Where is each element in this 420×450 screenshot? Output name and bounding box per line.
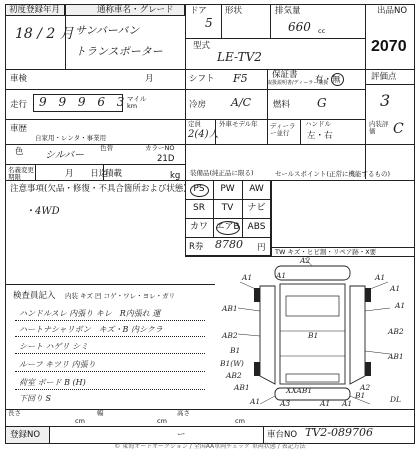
- first-reg-value: 18 / 2 月: [15, 26, 74, 42]
- damage-mark-a1-roof: A1: [276, 271, 287, 280]
- warranty-sub: 取扱説明書/ディーラー取扱: [267, 80, 329, 86]
- warranty-circle-mark: [331, 73, 344, 86]
- damage-mark-a1-bl: A1: [250, 397, 261, 406]
- score-label: 評価点: [371, 72, 397, 82]
- damage-mark-xxab1: XXAB1: [286, 386, 313, 395]
- car-roof-front-shape: [275, 266, 350, 280]
- model-label: 型式: [193, 41, 211, 51]
- capacity-label: 定員: [188, 120, 201, 128]
- damage-mark-ab2-l: AB2: [222, 331, 238, 340]
- height-label: 高さ: [177, 409, 190, 417]
- damage-mark-b1w: B1(W): [220, 359, 244, 368]
- damage-mark-b1-roof: B1: [308, 331, 319, 340]
- recycle-unit: 円: [257, 243, 266, 253]
- damage-mark-dl: DL: [390, 395, 401, 404]
- inspector-line-1: ハンドルスレ 内張り キレ R内張れ 運: [19, 309, 161, 318]
- notes-item-1: ・4WD: [25, 206, 60, 217]
- width-label: 幅: [97, 409, 104, 417]
- damage-mark-a1-r3: A1: [395, 301, 406, 310]
- model-value: LE-TV2: [217, 50, 262, 64]
- length-label: 長さ: [8, 409, 21, 417]
- load-label: 積載: [105, 169, 123, 179]
- damage-mark-a1-fl: A1: [242, 273, 253, 282]
- warranty-label: 保証書: [272, 70, 298, 80]
- color-no-value: 21D: [157, 154, 175, 164]
- inspector-title: 検査員記入: [13, 291, 56, 301]
- ac-label: 冷房: [189, 100, 207, 110]
- lot-label: 出品NO: [377, 6, 408, 16]
- recycle-value: 8780: [215, 238, 243, 251]
- equipment-title: 装備品(純正品に限る): [190, 169, 254, 177]
- chassis-label: 車台NO: [267, 430, 298, 440]
- doors-value: 5: [205, 16, 213, 30]
- body-shape-label: 形状: [225, 6, 243, 16]
- history-options: 自家用・レンタ・事業用: [35, 134, 107, 142]
- score-value: 3: [380, 91, 391, 110]
- auction-sheet: [5, 4, 415, 444]
- ac-value: A/C: [231, 96, 252, 109]
- inspector-line-2: ハートナシャリボン キズ・B 内シクラ: [19, 325, 163, 334]
- sales-point-label: セールスポイント(正常に機能するもの): [275, 170, 390, 178]
- color-label: 色: [15, 147, 24, 157]
- damage-mark-ab1-r: AB1: [388, 352, 404, 361]
- equip-ps-circle: [190, 184, 209, 197]
- notes-title: 注意事項(欠品・修復・不具合箇所および状態): [10, 184, 187, 194]
- wheel-front-left: [254, 288, 260, 302]
- equip-leather: カワ: [189, 222, 208, 232]
- vehicle-name-value: サンバーバン: [75, 24, 140, 37]
- width-unit: cm: [157, 417, 167, 425]
- damage-mark-a2-br: A2: [360, 383, 371, 392]
- displacement-label: 排気量: [275, 6, 301, 16]
- wheel-rear-right: [365, 362, 371, 376]
- equip-navi: ナビ: [247, 203, 266, 213]
- wheel-front-right: [365, 288, 371, 302]
- damage-mark-a1-bottom: A1: [320, 399, 331, 408]
- interior-value: C: [393, 121, 404, 137]
- equip-airbag-circle: [216, 221, 240, 235]
- fuel-label: 燃料: [273, 100, 291, 110]
- cancel-date: 月 日迄: [65, 169, 108, 179]
- color-change-label: 色替: [100, 144, 113, 152]
- load-unit: kg: [170, 171, 181, 181]
- lot-value: 2070: [371, 38, 407, 55]
- car-rear-window-shape: [286, 374, 339, 382]
- reg-no-dash: ー: [177, 430, 186, 440]
- inspector-line-6: 下回り S: [19, 394, 52, 403]
- inspector-line-4: ルーフ キツリ 内張り: [19, 360, 96, 369]
- damage-mark-ab1-lower: AB1: [234, 383, 250, 392]
- damage-mark-a1-r2: A1: [390, 284, 401, 293]
- length-unit: cm: [75, 417, 85, 425]
- damage-mark-a1-fr: A1: [375, 273, 386, 282]
- damage-mark-b1-l: B1: [230, 346, 241, 355]
- chassis-value: TV2-089706: [305, 426, 373, 439]
- car-windshield-shape: [286, 296, 339, 316]
- cancel-label: 名義変更期限: [8, 166, 34, 181]
- ext-model-label: 外車モデル年: [219, 120, 258, 128]
- inspector-tags: 内装 キズ 凹 コゲ・ワレ・ヨレ・ガリ: [65, 292, 176, 300]
- mileage-unit: マイル km: [127, 95, 147, 110]
- recycle-label: R券: [189, 242, 204, 252]
- damage-legend: TW キズ・ヒビ割・リペア跡・X要: [275, 248, 377, 256]
- mileage-label: 走行: [10, 100, 28, 110]
- capacity-value: 2(4)人: [188, 129, 219, 140]
- shift-value: F5: [233, 72, 248, 85]
- color-value: シルバー: [45, 150, 85, 161]
- displacement-value: 660: [288, 20, 311, 34]
- damage-mark-a2-top: A2: [300, 256, 311, 265]
- history-label: 車歴: [10, 124, 28, 134]
- bottom-note: © 東海オートオークション / 全国AA車両チェック 車両状態 / 表記方法: [114, 443, 306, 450]
- displacement-unit: cc: [318, 27, 326, 35]
- fuel-value: G: [317, 96, 327, 110]
- inspector-line-5: 荷室 ボード B (H): [19, 378, 86, 387]
- damage-mark-ab2-r: AB2: [388, 327, 404, 336]
- equip-abs: ABS: [247, 222, 266, 232]
- first-reg-label: 初度登録年月: [9, 5, 61, 15]
- grade-value: トランスポーター: [75, 45, 163, 58]
- car-right-side-shape: [350, 286, 365, 384]
- shift-label: シフト: [189, 74, 215, 84]
- car-left-side-shape: [260, 286, 275, 384]
- color-no-label: カラーNO: [145, 144, 175, 152]
- inspection-month: 月: [145, 74, 154, 84]
- dealer-label: ディーラー並行: [270, 122, 296, 137]
- doors-label: ドア: [190, 6, 207, 16]
- wheel-rear-left: [254, 362, 260, 376]
- damage-mark-ab1-l: AB1: [222, 304, 238, 313]
- inspection-label: 車検: [10, 74, 28, 84]
- equip-sr: SR: [193, 203, 205, 213]
- vehicle-name-label: 通称車名・グレード: [97, 5, 174, 15]
- equip-tv: TV: [221, 203, 234, 213]
- equip-pw: PW: [220, 184, 235, 194]
- equip-ps: PS: [193, 184, 205, 194]
- equip-aw: AW: [249, 184, 264, 194]
- damage-mark-a3: A3: [280, 399, 291, 408]
- interior-label: 内装評価: [369, 120, 389, 135]
- damage-mark-a1-br: A1: [342, 399, 353, 408]
- inspector-line-3: シート ハゲリ シミ: [19, 342, 89, 351]
- handle-value: 左・右: [307, 131, 333, 141]
- car-damage-diagram: [220, 256, 415, 408]
- equip-airbag: エアB: [215, 222, 240, 232]
- handle-label: ハンドル: [305, 120, 331, 128]
- reg-no-label: 登録NO: [10, 430, 41, 440]
- damage-mark-ab2-lower: AB2: [226, 371, 242, 380]
- height-unit: cm: [235, 417, 245, 425]
- warranty-value: 有・無: [315, 75, 341, 85]
- damage-mark-b1-br: B1: [355, 391, 366, 400]
- mileage-value: 9 9 9 6 3: [39, 95, 129, 109]
